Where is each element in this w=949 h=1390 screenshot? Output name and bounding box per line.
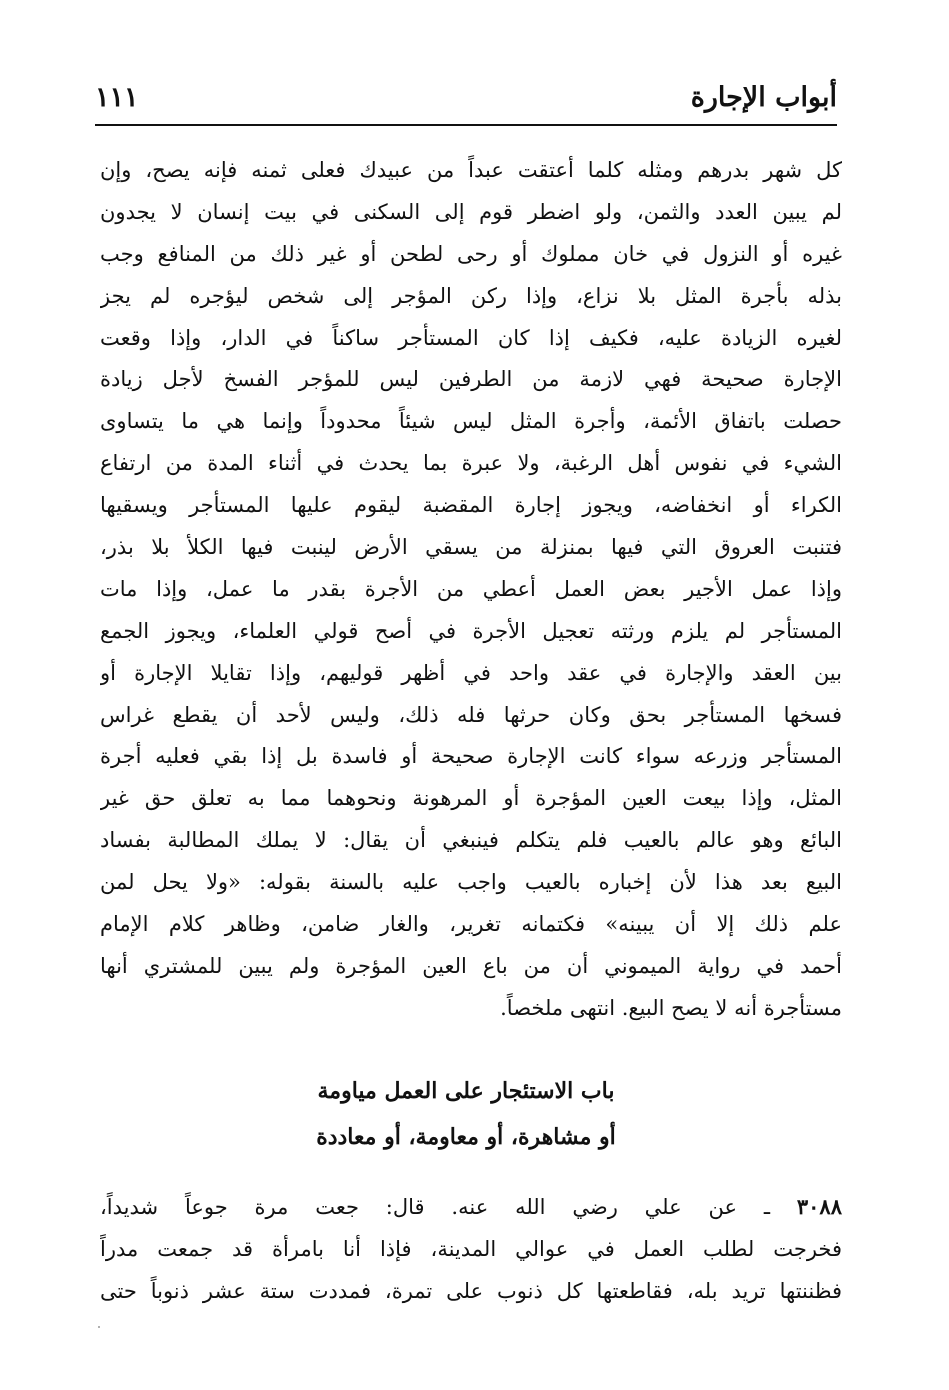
text-line: لغيره الزيادة عليه، فكيف إذا كان المستأجر ساكناً في الدار، وإذا وقعت [100, 325, 842, 350]
text-line: المستأجر وزرعه سواء كانت الإجارة صحيحة أو فاسدة بل إذا بقي فعليه أجرة [100, 744, 842, 769]
hadith-line-text: ـ عن علي رضي الله عنه. قال: جعت مرة جوعاً شديداً، [100, 1195, 797, 1219]
text-line: الإجارة صحيحة فهي لازمة من الطرفين ليس للمؤجر الفسخ لأجل زيادة [100, 367, 842, 392]
text-line: المستأجر لم يلزم ورثته تعجيل الأجرة في أصح قولي العلماء، ويجوز الجمع [100, 618, 842, 643]
hadith-text [100, 1186, 842, 1312]
hadith-number: ٣٠٨٨ [796, 1194, 842, 1219]
text-line: حصلت باتفاق الأئمة، وأجرة المثل ليس شيئاً محدوداً وإنما هي ما يتساوى [100, 409, 842, 434]
text-line: الكراء أو انخفاضه، ويجوز إجارة المقضبة ليقوم عليها المستأجر ويسقيها [100, 493, 842, 518]
chapter-title: أبواب الإجارة [690, 82, 837, 113]
section-heading-line1: باب الاستئجار على العمل مياومة [317, 1078, 615, 1104]
text-line: فسخها المستأجر بحق وكان حرثها فله ذلك، وليس لأحد أن يقطع غراس [100, 702, 842, 727]
text-line: بذله بأجرة المثل بلا نزاع، وإذا ركن المؤجر إلى شخص ليؤجره لم يجز [100, 283, 842, 308]
hadith-line [100, 1186, 842, 1228]
text-line: بين العقد والإجارة في عقد واحد في أظهر قوليهم، وإذا تقايلا الإجارة أو [100, 660, 842, 685]
hadith-line: فخرجت لطلب العمل في عوالي المدينة، فإذا أنا بامرأة قد جمعت مدراً [100, 1237, 842, 1261]
text-line-last: مستأجرة أنه لا يصح البيع. انتهى ملخصاً. [500, 995, 842, 1020]
text-line: المثل، وإذا بيعت العين المؤجرة أو المرهونة ونحوهما مما به تعلق حق غير [100, 786, 842, 811]
page-header [95, 76, 837, 126]
scan-speck [98, 1326, 100, 1328]
text-line: البيع بعد هذا لأن إخباره بالعيب واجب عليه بالسنة بقوله: «ولا يحل لمن [100, 870, 842, 895]
text-line: فتنبت العروق التي فيها بمنزلة من يسقي الأرض لينبت فيها الكلأ بلا بذر، [100, 535, 842, 560]
text-line: غيره أو النزول في خان مملوك أو رحى لطحن أو غير ذلك من المنافع وجب [100, 241, 842, 266]
hadith-line: فظننتها تريد بله، فقاطعتها كل ذنوب على تمرة، فمددت ستة عشر ذنوباً حتى [100, 1279, 842, 1303]
text-line: كل شهر بدرهم ومثله كلما أعتقت عبداً من عبيدك فعلى ثمنه فإنه يصح، وإن [100, 158, 842, 182]
section-heading-line2: أو مشاهرة، أو معاومة، أو معاددة [316, 1124, 616, 1150]
text-line: وإذا عمل الأجير بعض العمل أعطي من الأجرة بقدر ما عمل، وإذا مات [100, 576, 842, 601]
body-text [100, 150, 842, 1030]
page-number: ١١١ [95, 82, 139, 113]
text-line: الشيء في نفوس أهل الرغبة، ولا عبرة بما يحدث في أثناء المدة من ارتفاع [100, 451, 842, 476]
text-line: البائع وهو عالم بالعيب فلم يتكلم فينبغي أن يقال: لا يملك المطالبة بفساد [100, 828, 842, 853]
text-line: لم يبين العدد والثمن، ولو اضطر قوم إلى السكنى في بيت إنسان لا يجدون [100, 199, 842, 224]
text-line: أحمد في رواية الميموني أن من باع العين المؤجرة ولم يبين للمشتري أنها [100, 953, 842, 978]
text-line: علم ذلك إلا أن يبينه» فكتمانه تغرير، والغار ضامن، وظاهر كلام الإمام [100, 912, 842, 937]
